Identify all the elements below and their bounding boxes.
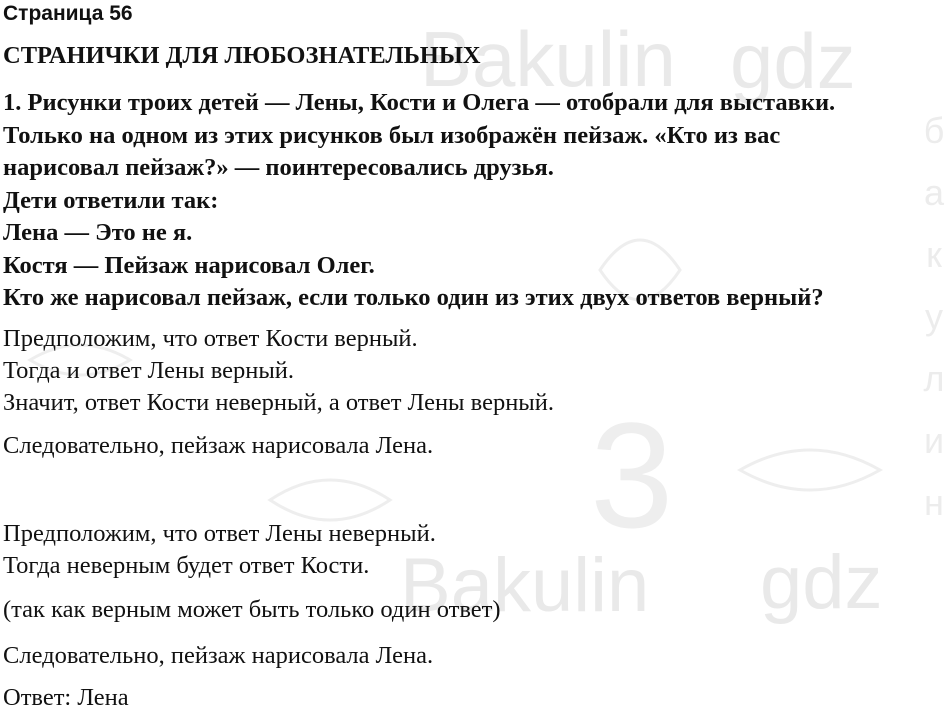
solution-block-1 — [3, 323, 554, 419]
section-title: СТРАНИЧКИ ДЛЯ ЛЮБОЗНАТЕЛЬНЫХ — [3, 42, 481, 69]
watermark-letter: и — [923, 420, 945, 461]
solution-line: Тогда и ответ Лены верный. — [3, 357, 295, 384]
watermark-letter: н — [924, 482, 944, 523]
task-line: Костя — Пейзаж нарисовал Олег. — [3, 251, 375, 279]
watermark-letter: л — [923, 358, 945, 399]
watermark-letter: б — [923, 110, 945, 151]
solution-line: Предположим, что ответ Кости верный. — [3, 325, 418, 352]
watermark-vertical-right — [918, 100, 950, 534]
page-number-label: Страница 56 — [3, 2, 133, 25]
task-line: Кто же нарисовал пейзаж, если только один из этих двух ответов верный? — [3, 284, 824, 311]
watermark-site-bottom: gdz — [760, 540, 883, 625]
task-line: нарисовал пейзаж?» — поинтересовались друзья. — [3, 154, 554, 181]
watermark-digit: 3 — [590, 391, 674, 559]
watermark-site-top: gdz — [730, 17, 856, 105]
task-line: 1. Рисунки троих детей — Лены, Кости и Олега — отобрали для выставки. — [3, 89, 836, 116]
solution-note: (так как верным может быть только один ответ) — [3, 596, 501, 623]
solution-line: Предположим, что ответ Лены неверный. — [3, 520, 436, 547]
solution-conclusion-2: Следовательно, пейзаж нарисовала Лена. — [3, 642, 434, 669]
watermark-brand-top: Bakulin — [420, 15, 676, 103]
task-line: Дети ответили так: — [3, 186, 219, 214]
answer-line: Ответ: Лена — [3, 684, 129, 711]
watermark-letter: у — [925, 296, 943, 337]
task-line: Только на одном из этих рисунков был изображён пейзаж. «Кто из вас — [3, 121, 781, 149]
task-line: Лена — Это не я. — [3, 219, 193, 246]
task-statement — [3, 87, 835, 315]
watermark-letter: а — [923, 172, 945, 213]
solution-line: Тогда неверным будет ответ Кости. — [3, 552, 370, 579]
solution-line: Значит, ответ Кости неверный, а ответ Лены верный. — [3, 389, 554, 416]
watermark-letter: к — [926, 234, 942, 275]
solution-block-2 — [3, 518, 436, 582]
watermark-brand-bottom: Bakulin — [400, 543, 650, 628]
solution-conclusion-1: Следовательно, пейзаж нарисовала Лена. — [3, 432, 434, 459]
